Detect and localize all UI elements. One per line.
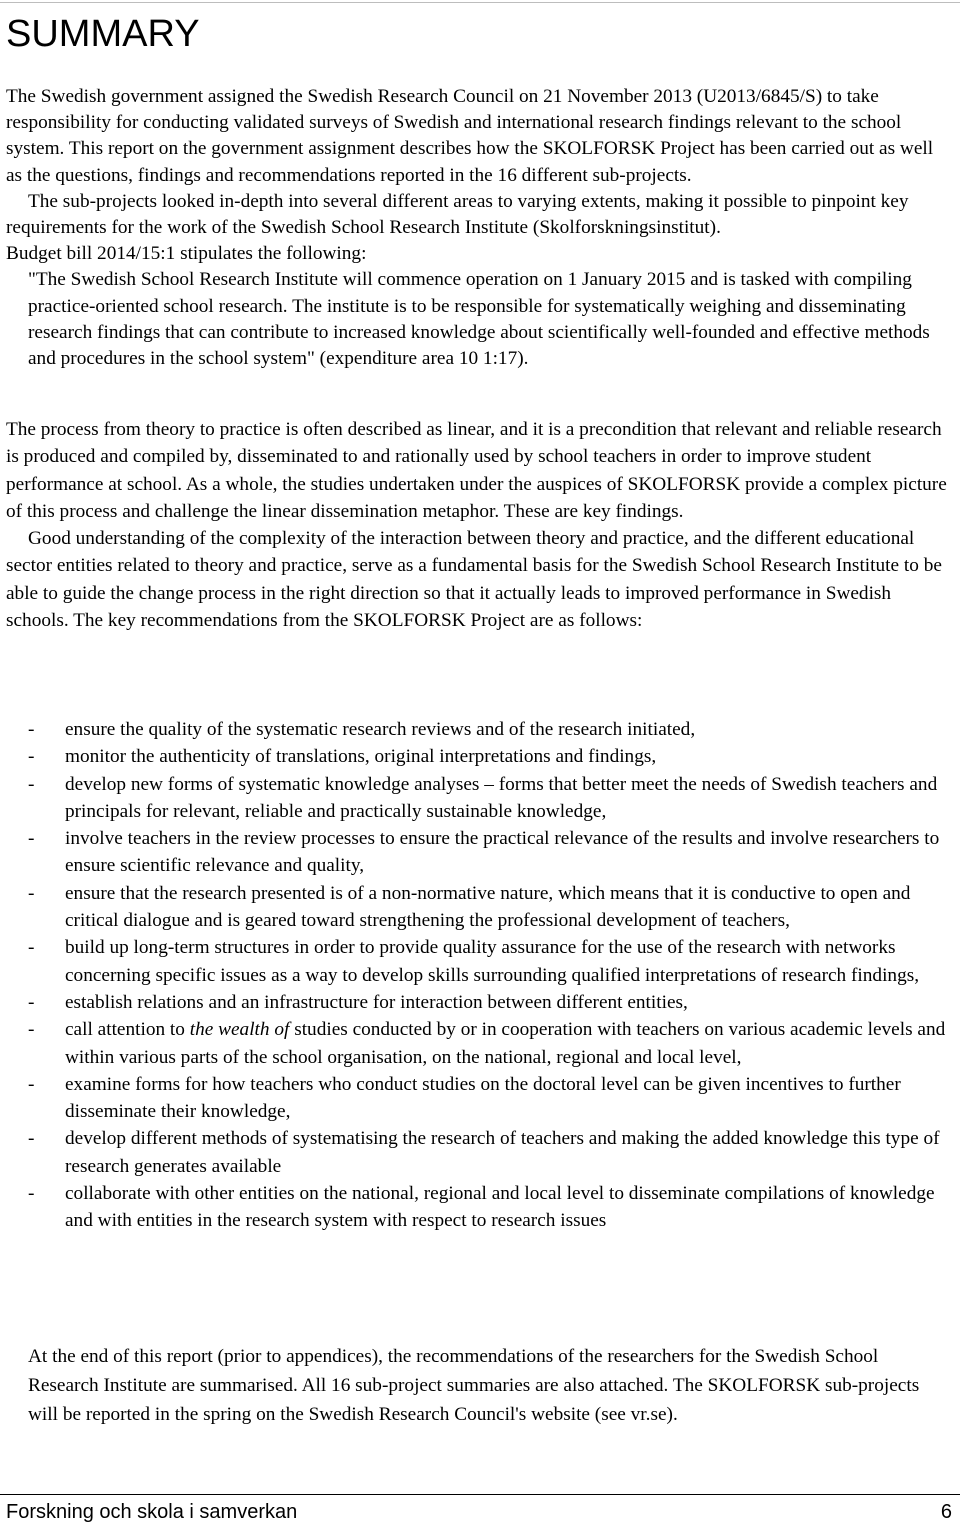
recommendation-text: build up long-term structures in order to provide quality assurance for the use of the research with networks concerning specific issues as a way to develop skills surrounding qualified interpretations of research findings, — [65, 937, 920, 986]
recommendations-list — [6, 716, 950, 1235]
list-dash: - — [28, 937, 35, 959]
list-item — [6, 716, 950, 743]
list-item — [6, 1071, 950, 1126]
page-number: 6 — [940, 1501, 952, 1523]
recommendation-text: examine forms for how teachers who conduct studies on the doctoral level can be given incentives to further disseminate their knowledge, — [65, 1073, 901, 1123]
footer-divider — [0, 1494, 960, 1495]
closing-paragraph: At the end of this report (prior to appendices), the recommendations of the researchers for the Swedish School Research Institute are summarised. All 16 sub-project summaries are also attached. The SKOLFORSK sub-projects will be reported in the spring on the Swedish Research Council's website (see vr.se). — [28, 1346, 920, 1425]
recommendation-text: ensure the quality of the systematic research reviews and of the research initiated, — [65, 719, 696, 740]
list-item — [6, 989, 950, 1016]
recommendation-text: ensure that the research presented is of a non-normative nature, which means that it is conductive to open and critical dialogue and is geared toward strengthening the professional development of teachers, — [65, 882, 911, 932]
footer-title: Forskning och skola i samverkan — [6, 1501, 298, 1523]
page-title: SUMMARY — [6, 13, 200, 55]
recommendation-text: collaborate with other entities on the national, regional and local level to disseminate compilations of knowledge and with entities in the research system with respect to research issues — [65, 1183, 935, 1232]
list-item — [6, 825, 950, 880]
list-dash: - — [28, 1019, 35, 1041]
list-dash: - — [28, 773, 35, 795]
emphasis-text: the wealth of — [189, 1019, 290, 1041]
recommendation-text-end: studies conducted by or in cooperation with teachers on various academic levels and within various parts of the school organisation, on the national, regional and local level, — [65, 1019, 946, 1068]
recommendation-text: monitor the authenticity of translations, original interpretations and findings, — [65, 746, 657, 768]
list-dash: - — [28, 746, 35, 768]
budget-bill-quote: "The Swedish School Research Institute will commence operation on 1 January 2015 and is tasked with compiling practice-oriented school research. The institute is to be responsible for systematically weighing and disseminating research findings that can contribute to increased knowledge about scientifically well-founded and effective methods and procedures in the school system" (expenditure area 10 1:17). — [28, 269, 930, 370]
list-dash: - — [28, 991, 35, 1013]
intro-paragraph-1: The Swedish government assigned the Swedish Research Council on 21 November 2013 (U2013/6845/S) to take responsibility for conducting validated surveys of Swedish and international research findings relevant to the school system. This report on the government assignment describes how the SKOLFORSK Project has been carried out as well as the questions, findings and recommendations reported in the 16 different sub-projects. — [6, 86, 934, 186]
process-section — [6, 416, 950, 634]
list-item — [6, 880, 950, 935]
list-dash: - — [28, 1073, 35, 1095]
list-item — [6, 1125, 950, 1180]
intro-section — [6, 84, 950, 372]
list-dash: - — [28, 828, 35, 850]
recommendation-text-start: call attention to — [65, 1019, 190, 1041]
list-dash: - — [28, 1183, 35, 1205]
recommendation-text: develop new forms of systematic knowledge analyses – forms that better meet the needs of Swedish teachers and principals for relevant, reliable and practically sustainable knowledge, — [65, 773, 938, 822]
intro-paragraph-3: Budget bill 2014/15:1 stipulates the following: — [6, 243, 367, 265]
list-item — [6, 1016, 950, 1071]
intro-paragraph-2: The sub-projects looked in-depth into several different areas to varying extents, making it possible to pinpoint key requirements for the work of the Swedish School Research Institute (Skolforskningsinstitut). — [6, 190, 909, 239]
list-item — [6, 934, 950, 989]
list-item — [6, 1180, 950, 1235]
recommendation-text: involve teachers in the review processes to ensure the practical relevance of the results and involve researchers to ensure scientific relevance and quality, — [65, 828, 940, 877]
list-item — [6, 743, 950, 770]
process-paragraph: The process from theory to practice is often described as linear, and it is a precondition that relevant and reliable research is produced and compiled by, disseminated to and rationally used by school teachers in order to improve student performance at school. As a whole, the studies undertaken under the auspices of SKOLFORSK provide a complex picture of this process and challenge the linear dissemination metaphor. These are key findings. — [6, 419, 947, 522]
top-divider — [0, 2, 960, 3]
list-dash: - — [28, 719, 35, 740]
recommendation-text: establish relations and an infrastructure for interaction between different entities, — [65, 991, 688, 1013]
list-dash: - — [28, 882, 35, 904]
recommendation-text — [65, 1016, 950, 1071]
list-item — [6, 771, 950, 826]
understanding-paragraph: Good understanding of the complexity of the interaction between theory and practice, and the different educational sector entities related to theory and practice, serve as a fundamental basis for the Swedish School Research Institute to be able to guide the change process in the right direction so that it actually leads to improved performance in Swedish schools. The key recommendations from the SKOLFORSK Project are as follows: — [6, 528, 942, 632]
list-dash: - — [28, 1128, 35, 1150]
recommendation-text: develop different methods of systematising the research of teachers and making the added knowledge this type of research generates available — [65, 1128, 940, 1177]
